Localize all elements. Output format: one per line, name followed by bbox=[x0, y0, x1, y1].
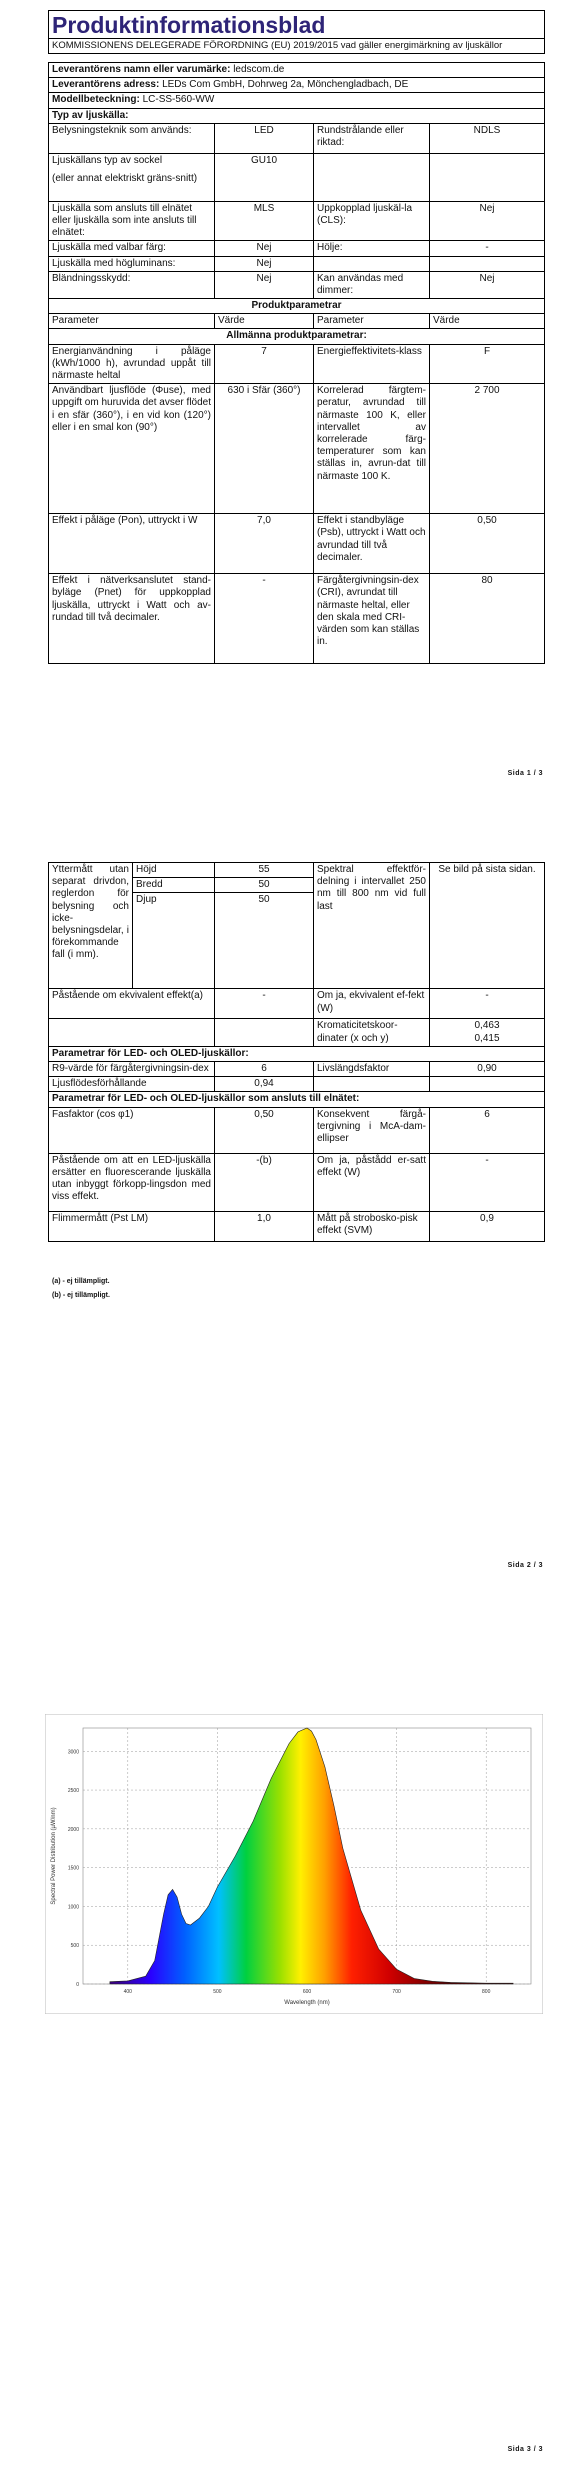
spectral-power-chart bbox=[45, 1714, 543, 2014]
dimmable-value: Nej bbox=[430, 271, 545, 298]
page-number: Sida 1 / 3 bbox=[507, 770, 543, 777]
y-tick-label: 2500 bbox=[67, 1788, 79, 1795]
pon-value: 7,0 bbox=[215, 514, 314, 574]
mains-header: Parametrar för LED- och OLED-ljuskällor som ansluts till elnätet: bbox=[49, 1092, 545, 1107]
cri-label: Färgåtergivningsin-dex (CRI), avrundat till närmaste heltal, eller den skala med CRI-värden som kan ställas in. bbox=[314, 574, 430, 664]
fluor-w-value: - bbox=[430, 1153, 545, 1211]
pf-label: Fasfaktor (cos φ1) bbox=[49, 1107, 215, 1153]
socket-label: Ljuskällans typ av sockel bbox=[52, 154, 163, 166]
page-title: Produktinformationsblad bbox=[49, 11, 545, 39]
psb-label: Effekt i standbyläge (Psb), uttryckt i Watt och avrundad till två decimaler. bbox=[314, 514, 430, 574]
x-tick-label: 800 bbox=[482, 1989, 491, 1995]
width-value: 50 bbox=[215, 878, 314, 893]
flicker-label: Flimmermått (Pst LM) bbox=[49, 1211, 215, 1241]
chroma-label: Kromaticitetskoor-dinater (x och y) bbox=[314, 1019, 430, 1046]
colour-label: Ljuskälla med valbar färg: bbox=[49, 241, 215, 256]
parameters-table bbox=[48, 862, 545, 1242]
page-number: Sida 2 / 3 bbox=[507, 1562, 543, 1569]
page-2 bbox=[0, 800, 585, 1620]
antiglare-label: Bländningsskydd: bbox=[49, 271, 215, 298]
chroma-x: 0,463 bbox=[474, 1020, 500, 1032]
spd-value: Se bild på sista sidan. bbox=[430, 863, 545, 989]
regulation-text: KOMMISSIONENS DELEGERADE FÖRORDNING (EU) 2019/2015 vad gäller energimärkning av ljuskällor bbox=[49, 39, 545, 54]
col-value-2: Värde bbox=[430, 314, 545, 329]
type-header: Typ av ljuskälla: bbox=[49, 108, 545, 123]
cct-value: 2 700 bbox=[430, 384, 545, 514]
equiv-w-label: Om ja, ekvivalent ef-fekt (W) bbox=[314, 989, 430, 1019]
pf-value: 0,50 bbox=[215, 1107, 314, 1153]
survival-label: Livslängdsfaktor bbox=[314, 1061, 430, 1076]
depth-label: Djup bbox=[133, 893, 215, 989]
socket-sub: (eller annat elektriskt gräns-snitt) bbox=[52, 172, 198, 184]
width-label: Bredd bbox=[133, 878, 215, 893]
pnet-value: - bbox=[215, 574, 314, 664]
pnet-label: Effekt i nätverksanslutet stand-byläge (Pnet) för uppkopplad ljuskälla, uttryckt i Watt och av-rundad till två decimaler. bbox=[49, 574, 215, 664]
spd-label: Spektral effektför-delning i intervallet 250 nm till 800 nm vid full last bbox=[314, 863, 430, 989]
x-axis-label: Wavelength (nm) bbox=[284, 2000, 330, 2006]
flux-label: Användbart ljusflöde (Φuse), med uppgift om huruvida det avser flödet i en sfär (360°), i en vid kon (120°) eller i en smal kon (90°) bbox=[49, 384, 215, 514]
cct-label: Korrelerad färgtem-peratur, avrundad till närmaste 100 K, eller intervallet av korrelerade färg-temperaturer som kan ställas in, avrun-dat till närmaste 100 K. bbox=[314, 384, 430, 514]
height-value: 55 bbox=[215, 863, 314, 878]
envelope-value: - bbox=[430, 241, 545, 256]
depth-value: 50 bbox=[215, 893, 314, 989]
y-tick-label: 500 bbox=[70, 1943, 79, 1950]
cri-value: 80 bbox=[430, 574, 545, 664]
supplier-address-value: LEDs Com GmbH, Dohrweg 2a, Mönchengladbach, DE bbox=[162, 79, 409, 91]
led-header: Parametrar för LED- och OLED-ljuskällor: bbox=[49, 1046, 545, 1061]
fluor-label: Påstående om att en LED-ljuskälla ersätter en fluorescerande ljuskälla utan inbyggt förkopp-lingsdon med viss effekt. bbox=[49, 1153, 215, 1211]
luminance-label: Ljuskälla med högluminans: bbox=[49, 256, 215, 271]
ccons-value: 6 bbox=[430, 1107, 545, 1153]
product-info-table bbox=[48, 62, 545, 664]
fluor-value: -(b) bbox=[215, 1153, 314, 1211]
y-tick-label: 1000 bbox=[67, 1904, 79, 1911]
general-header: Allmänna produktparametrar: bbox=[49, 329, 545, 344]
maint-value: 0,94 bbox=[215, 1077, 314, 1092]
direction-value: NDLS bbox=[430, 123, 545, 153]
socket-value: GU10 bbox=[215, 153, 314, 201]
socket-cell bbox=[49, 153, 215, 201]
r9-label: R9-värde för färgåtergivningsin-dex bbox=[49, 1061, 215, 1076]
y-tick-label: 2000 bbox=[67, 1826, 79, 1833]
footnote-a: (a) - ej tillämpligt. bbox=[52, 1278, 110, 1285]
eclass-value: F bbox=[430, 344, 545, 384]
svm-value: 0,9 bbox=[430, 1211, 545, 1241]
energy-label: Energianvändning i påläge (kWh/1000 h), avrundad uppåt till närmaste heltal bbox=[49, 344, 215, 384]
pon-label: Effekt i påläge (Pon), uttryckt i W bbox=[49, 514, 215, 574]
ccons-label: Konsekvent färgå-tergivning i McA-dam-ellipser bbox=[314, 1107, 430, 1153]
envelope-label: Hölje: bbox=[314, 241, 430, 256]
equiv-label: Påstående om ekvivalent effekt(a) bbox=[49, 989, 215, 1019]
params-header: Produktparametrar bbox=[49, 299, 545, 314]
flux-value: 630 i Sfär (360°) bbox=[215, 384, 314, 514]
x-tick-label: 400 bbox=[123, 1989, 132, 1995]
y-tick-label: 0 bbox=[76, 1982, 79, 1988]
supplier-address-label: Leverantörens adress: bbox=[52, 79, 160, 91]
dims-label: Yttermått utan separat drivdon, reglerdon för belysning och icke-belysningsdelar, i förekommande fall (i mm). bbox=[49, 863, 133, 989]
flicker-value: 1,0 bbox=[215, 1211, 314, 1241]
fluor-w-label: Om ja, påstådd er-satt effekt (W) bbox=[314, 1153, 430, 1211]
page-1 bbox=[0, 0, 585, 800]
mains-label: Ljuskälla som ansluts till elnätet eller ljuskälla som inte ansluts till elnätet: bbox=[49, 201, 215, 241]
chroma-y: 0,415 bbox=[474, 1032, 500, 1044]
survival-value: 0,90 bbox=[430, 1061, 545, 1076]
x-tick-label: 500 bbox=[213, 1989, 222, 1995]
chroma-cell bbox=[430, 1019, 545, 1046]
psb-value: 0,50 bbox=[430, 514, 545, 574]
model-label: Modellbeteckning: bbox=[52, 94, 140, 106]
connected-label: Uppkopplad ljuskäl-la (CLS): bbox=[314, 201, 430, 241]
y-axis-label: Spectral Power Distribution (µW/nm) bbox=[51, 1807, 57, 1905]
footnote-b: (b) - ej tillämpligt. bbox=[52, 1292, 110, 1299]
colour-value: Nej bbox=[215, 241, 314, 256]
luminance-value: Nej bbox=[215, 256, 314, 271]
mains-value: MLS bbox=[215, 201, 314, 241]
energy-value: 7 bbox=[215, 344, 314, 384]
tech-label: Belysningsteknik som används: bbox=[49, 123, 215, 153]
tech-value: LED bbox=[215, 123, 314, 153]
y-tick-label: 3000 bbox=[67, 1749, 79, 1756]
supplier-name-label: Leverantörens namn eller varumärke: bbox=[52, 64, 231, 75]
eclass-label: Energieffektivitets-klass bbox=[314, 344, 430, 384]
x-tick-label: 700 bbox=[392, 1989, 401, 1995]
supplier-name-value: ledscom.de bbox=[233, 64, 285, 75]
maint-label: Ljusflödesförhållande bbox=[49, 1077, 215, 1092]
antiglare-value: Nej bbox=[215, 271, 314, 298]
header-table bbox=[48, 10, 545, 54]
col-param-1: Parameter bbox=[49, 314, 215, 329]
svm-label: Mått på strobosko-pisk effekt (SVM) bbox=[314, 1211, 430, 1241]
y-tick-label: 1500 bbox=[67, 1865, 79, 1872]
direction-label: Rundstrålande eller riktad: bbox=[314, 123, 430, 153]
col-param-2: Parameter bbox=[314, 314, 430, 329]
equiv-value: - bbox=[215, 989, 314, 1019]
dimmable-label: Kan användas med dimmer: bbox=[314, 271, 430, 298]
connected-value: Nej bbox=[430, 201, 545, 241]
height-label: Höjd bbox=[133, 863, 215, 878]
page-3 bbox=[0, 1620, 585, 2476]
page-number: Sida 3 / 3 bbox=[507, 2446, 543, 2453]
col-value-1: Värde bbox=[215, 314, 314, 329]
equiv-w-value: - bbox=[430, 989, 545, 1019]
model-value: LC-SS-560-WW bbox=[142, 94, 215, 106]
r9-value: 6 bbox=[215, 1061, 314, 1076]
x-tick-label: 600 bbox=[302, 1989, 312, 1995]
